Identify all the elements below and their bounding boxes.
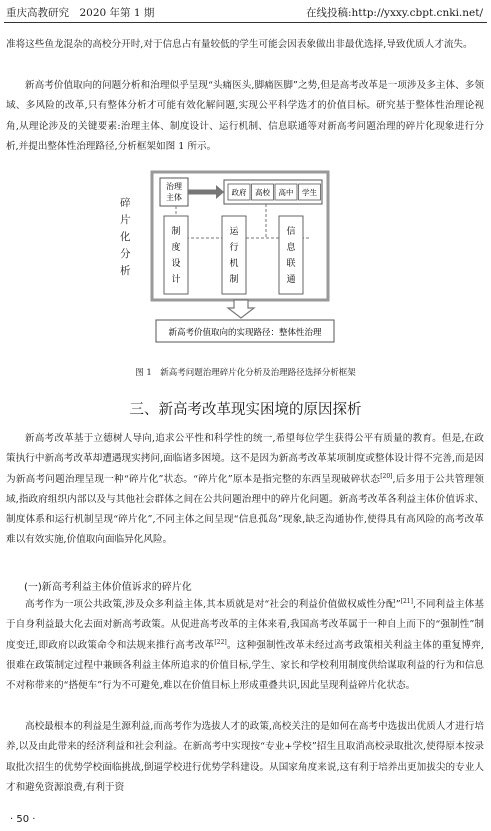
subject-label: 学生 [302, 188, 317, 197]
pillar-label-char: 度 [171, 243, 181, 253]
subject-label: 高校 [255, 188, 270, 197]
side-label-char: 化 [120, 231, 131, 243]
governance-subject-label: 治理 [166, 182, 182, 191]
pillar-label-char: 运 [229, 227, 239, 237]
side-label-char: 析 [120, 265, 131, 277]
figure-caption: 图 1 新高考问题治理碎片化分析及治理路径选择分析框架 [135, 368, 356, 378]
pillar-label-char: 通 [286, 275, 296, 285]
paragraph-5: 高校最根本的利益是生源利益,而高考作为选拔人才的政策,高校关注的是如何在高考中选拔出优质人才进行培养,以及由此带来的经济利益和社会利益。在新高考中实现按“专业+学校”招生且取消高校录取批次,使得原本按录取批次招生的优势学校面临挑战,倒逼学校进行优势学科建设。从国家角度来说,这有利于培养出更加拔尖的专业人才和避免资源浪费,有利于资 [6, 721, 484, 793]
paragraph-2: 新高考价值取向的问题分析和治理似乎呈现“头痛医头,脚痛医脚”之势,但是高考改革是一项涉及多主体、多领域、多风险的改革,只有整体分析才可能有效化解问题,实现公平科学选才的价值目标。研究基于整体性治理论视角,从理论涉及的关键要素:治理主体、制度设计、运行机制、信息联通等对新高考问题治理的碎片化现象进行分析,并提出整体性治理路径,分析框架如图 1 所示。 [6, 80, 484, 152]
paragraph-1: 准将这些鱼龙混杂的高校分开时,对于信息占有量较低的学生可能会因表象做出非最优选择,导致优质人才流失。 [6, 39, 473, 50]
section-heading: 三、新高考改革现实困境的原因探析 [129, 402, 362, 418]
header-rule [4, 22, 487, 23]
paragraph-4 [6, 595, 484, 696]
side-label [120, 196, 131, 277]
figure-1 [120, 158, 376, 354]
running-header [0, 0, 491, 24]
pillar-label-char: 机 [229, 259, 239, 269]
down-arrow [228, 300, 254, 318]
pillar-label-char: 信 [286, 227, 296, 237]
paragraph-4-part-a: 高考作为一项公共政策,涉及众多利益主体,其本质就是对“社会的利益价值做权威性分配” [25, 599, 401, 610]
page-number: · 50 · [10, 814, 36, 825]
framework-diagram [120, 158, 376, 354]
citation-22: [22] [214, 638, 227, 646]
pillar-label-char: 息 [286, 243, 296, 253]
side-label-char: 片 [120, 214, 131, 226]
integrated-governance-label: 新高考价值取向的实现路径：整体性治理 [168, 328, 322, 338]
pillar-label-char: 制 [229, 275, 239, 285]
citation-21: [21] [400, 597, 413, 605]
pillar-label-char: 行 [229, 243, 239, 253]
citation-20: [20] [380, 472, 393, 480]
subject-label: 政府 [231, 188, 247, 197]
paragraph-3-part-a: 新高考改革基于立德树人导向,追求公平性和科学性的统一,希望每位学生获得公平有质量的教育。但是,在政策执行中新高考改革却遭遇现实拷问,面临诸多困境。这不是因为新高考改革某项制度或整体设计得不完善,而是因为新高考问题治理呈现一种“碎片化”状态。“碎片化”原本是指完整的东西呈现破碎状态 [6, 433, 484, 485]
paragraph-4-part-b: ,不同利益主体基于自身利益最大化去面对新高考政策。从促进高考改革的主体来看,我国高考改革属于一种自上而下的“强制性”制度变迁,即政府以政策命令和法规来推行高考改革 [6, 599, 484, 651]
governance-subject-label: 主体 [166, 193, 182, 202]
paragraph-3 [6, 429, 484, 551]
side-label-char: 分 [120, 248, 131, 260]
side-label-char: 碎 [120, 197, 131, 209]
submission-url: 在线投稿:http://yxxy.cbpt.cnki.net/ [305, 7, 483, 19]
pillar-label-char: 计 [171, 275, 181, 285]
pillar-label-char: 联 [286, 259, 296, 269]
paragraph-3-part-b: ,后多用于公共管理领域,指政府组织内部以及与其他社会群体之间在公共问题治理中的碎片化问题。新高考改革各利益主体价值诉求、制度体系和运行机制呈现“碎片化”,不同主体之间呈现“信息孤岛”现象,缺乏沟通协作,使得具有高风险的高考改革难以有效实施,价值取向面临异化风险。 [6, 473, 484, 546]
journal-issue: 重庆高教研究 2020 年第 1 期 [6, 7, 155, 19]
subject-label: 高中 [278, 188, 294, 197]
paragraph-4-part-c: 。这种强制性改革未经过高考政策相关利益主体的重复博弈,很难在政策制定过程中兼顾各利益主体所追求的价值目标,学生、家长和学校利用制度供给谋取利益的行为和信息不对称带来的“搭便车”行为不可避免,难以在价值目标上形成重叠共识,因此呈现利益碎片化状态。 [6, 639, 484, 692]
subsection-heading: (一)新高考利益主体价值诉求的碎片化 [24, 582, 192, 593]
pillar-label-char: 设 [171, 259, 181, 269]
pillar-label-char: 制 [171, 227, 181, 237]
